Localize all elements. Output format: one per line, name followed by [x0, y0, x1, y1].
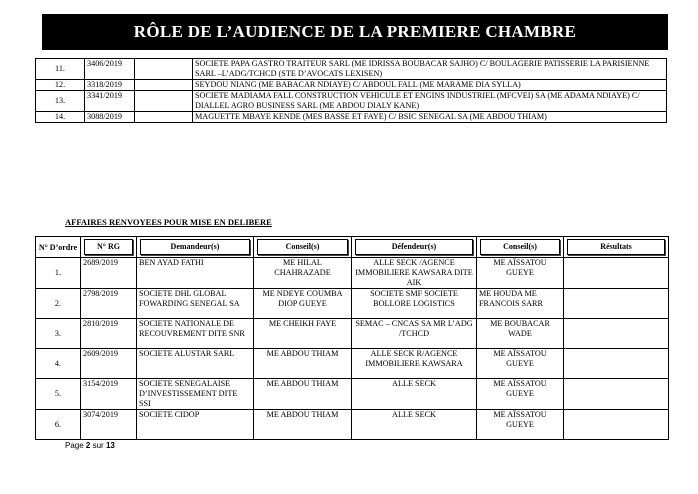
column-header-label: Conseil(s) [480, 239, 560, 255]
page-footer [65, 441, 115, 450]
column-header-label: Conseil(s) [257, 239, 348, 255]
cell-ordre: 2. [36, 289, 81, 319]
cell-defendeur: SEMAC – CNCAS SA MR L’ADG /TCHCD [352, 319, 477, 349]
table-row [36, 80, 667, 91]
cases-list-table [35, 58, 667, 123]
cell-resultats [564, 379, 669, 410]
cell-demandeur: BEN AYAD FATHI [137, 258, 254, 289]
cell-conseil-defendeur: ME AÏSSATOU GUEYE [477, 379, 564, 410]
column-header-conseil-defendeur [477, 237, 564, 258]
page-title: RÔLE DE L’AUDIENCE DE LA PREMIERE CHAMBRE [133, 22, 577, 41]
case-rg: 3318/2019 [85, 80, 135, 91]
column-header-defendeur [352, 237, 477, 258]
case-number: 13. [36, 91, 85, 112]
cell-defendeur: ALLE SECK /AGENCE IMMOBILIERE KAWSARA DITE AIK [352, 258, 477, 289]
case-number: 11. [36, 59, 85, 80]
cell-rg: 2798/2019 [81, 289, 137, 319]
cell-demandeur: SOCIETE CIDOP [137, 410, 254, 440]
table-row [36, 319, 669, 349]
cell-rg: 2810/2019 [81, 319, 137, 349]
case-description: SEYDOU NIANG (ME BABACAR NDIAYE) C/ ABDOUL FALL (ME MARAME DIA SYLLA) [193, 80, 667, 91]
cell-ordre: 4. [36, 349, 81, 379]
footer-page-total: 13 [105, 441, 115, 450]
table-row [36, 112, 667, 123]
case-number: 12. [36, 80, 85, 91]
table-row [36, 349, 669, 379]
cell-conseil-defendeur: ME BOUBACAR WADE [477, 319, 564, 349]
cell-resultats [564, 349, 669, 379]
column-header-label: Résultats [567, 239, 665, 255]
table-header-row [36, 237, 669, 258]
cell-resultats [564, 410, 669, 440]
cell-resultats [564, 319, 669, 349]
column-header-label: Défendeur(s) [355, 239, 473, 255]
table-row [36, 91, 667, 112]
column-header-demandeur [137, 237, 254, 258]
cell-ordre: 3. [36, 319, 81, 349]
cell-conseil: ME ABDOU THIAM [254, 349, 352, 379]
column-header-rg [81, 237, 137, 258]
column-header-label: N° RG [84, 239, 133, 255]
cell-defendeur: ALLE SECK [352, 410, 477, 440]
section-title: AFFAIRES RENVOYEES POUR MISE EN DELIBERE [65, 217, 272, 227]
cell-defendeur: ALLE SECK [352, 379, 477, 410]
cell-demandeur: SOCIETE ALUSTAR SARL [137, 349, 254, 379]
column-header-label: Demandeur(s) [140, 239, 250, 255]
cell-demandeur: SOCIETE SENEGALAISE D’INVESTISSEMENT DITE SSI [137, 379, 254, 410]
table-row [36, 289, 669, 319]
cell-ordre: 6. [36, 410, 81, 440]
cell-conseil: ME ABDOU THIAM [254, 410, 352, 440]
cell-resultats [564, 289, 669, 319]
deliberation-table [35, 236, 669, 440]
table-row [36, 59, 667, 80]
cell-demandeur: SOCIETE NATIONALE DE RECOUVREMENT DITE SNR [137, 319, 254, 349]
cell-conseil: ME CHEIKH FAYE [254, 319, 352, 349]
case-blank [135, 91, 193, 112]
cell-rg: 2609/2019 [81, 349, 137, 379]
footer-page-word: Page [65, 441, 84, 450]
footer-page-number: 2 [85, 441, 91, 450]
case-description: MAGUETTE MBAYE KENDE (MES BASSE ET FAYE) C/ BSIC SENEGAL SA (ME ABDOU THIAM) [193, 112, 667, 123]
case-rg: 3088/2019 [85, 112, 135, 123]
case-blank [135, 112, 193, 123]
cell-rg: 3154/2019 [81, 379, 137, 410]
cell-resultats [564, 258, 669, 289]
cell-defendeur: ALLE SECK R/AGENCE IMMOBILIERE KAWSARA [352, 349, 477, 379]
cell-conseil-defendeur: ME AÏSSATOU GUEYE [477, 258, 564, 289]
cell-conseil-defendeur: ME AÏSSATOU GUEYE [477, 410, 564, 440]
cell-conseil-defendeur: ME AÏSSATOU GUEYE [477, 349, 564, 379]
cell-rg: 3074/2019 [81, 410, 137, 440]
case-number: 14. [36, 112, 85, 123]
cell-conseil: ME ABDOU THIAM [254, 379, 352, 410]
column-header-ordre: N° D’ordre [36, 237, 81, 258]
case-blank [135, 80, 193, 91]
page-title-banner [42, 14, 668, 50]
cell-conseil-defendeur: ME HOUDA ME FRANCOIS SARR [477, 289, 564, 319]
column-header-conseil [254, 237, 352, 258]
cell-ordre: 1. [36, 258, 81, 289]
footer-sur-word: sur [92, 441, 104, 450]
table-row [36, 379, 669, 410]
case-blank [135, 59, 193, 80]
column-header-resultats [564, 237, 669, 258]
case-description: SOCIETE MADIAMA FALL CONSTRUCTION VEHICULE ET ENGINS INDUSTRIEL (MFCVEI) SA (ME ADAMA NDIAYE) C/ DIALLEL AGRO BUSINESS SARL (ME ABDOU DIALY KANE) [193, 91, 667, 112]
cell-rg: 2689/2019 [81, 258, 137, 289]
case-rg: 3406/2019 [85, 59, 135, 80]
case-rg: 3341/2019 [85, 91, 135, 112]
case-description: SOCIETE PAPA GASTRO TRAITEUR SARL (ME IDRISSA BOUBACAR SAJHO) C/ BOULAGERIE PATISSERIE LA PARISIENNE SARL –L’ADG/TCHCD (STE D’AVOCATS LEXISEN) [193, 59, 667, 80]
cell-conseil: ME NDEYE COUMBA DIOP GUEYE [254, 289, 352, 319]
table-row [36, 258, 669, 289]
table-row [36, 410, 669, 440]
cell-ordre: 5. [36, 379, 81, 410]
cell-conseil: ME HILAL CHAHRAZADE [254, 258, 352, 289]
cell-demandeur: SOCIETE DHL GLOBAL FOWARDING SENEGAL SA [137, 289, 254, 319]
cell-defendeur: SOCIETE SMF SOCIETE BOLLORE LOGISTICS [352, 289, 477, 319]
